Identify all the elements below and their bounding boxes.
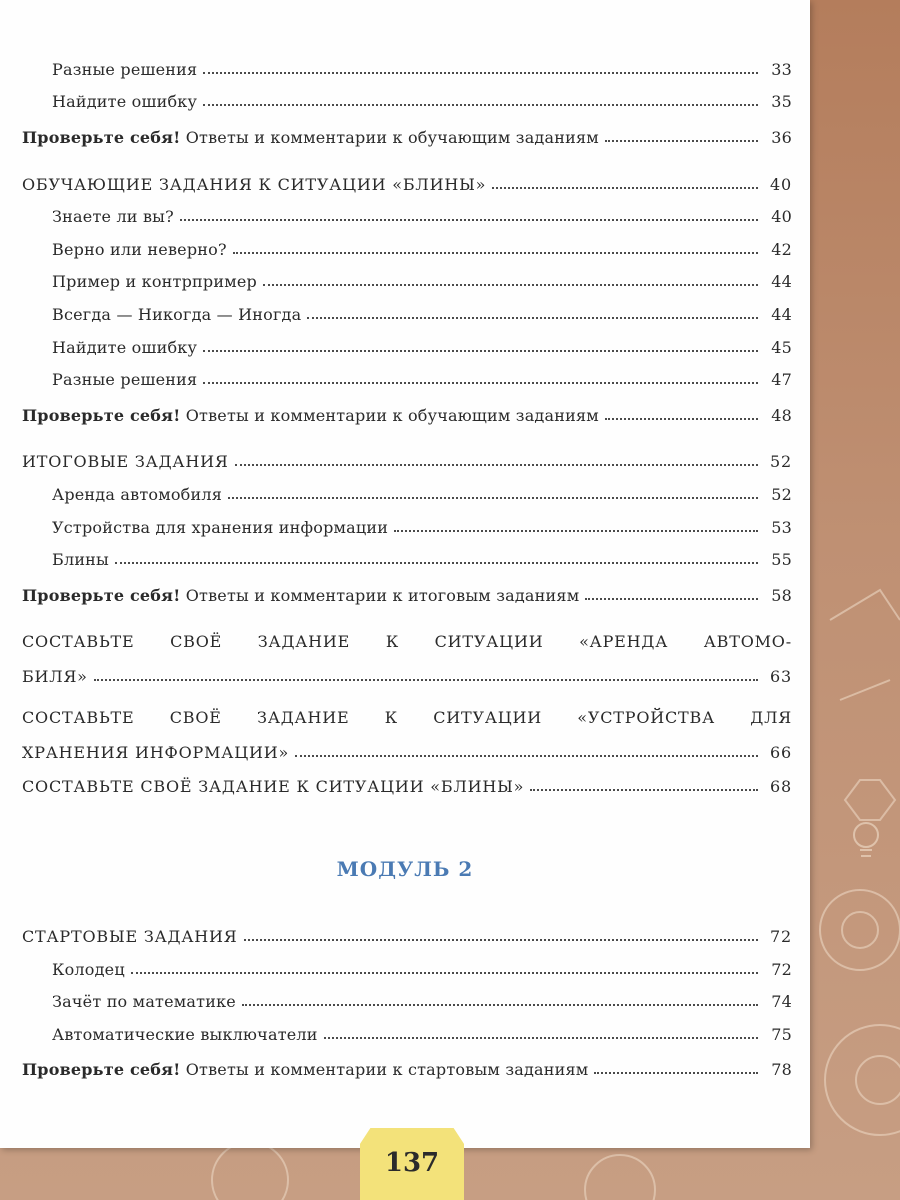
- toc-entry[interactable]: [52, 272, 792, 291]
- toc-entry-title: Найдите ошибку: [52, 92, 198, 111]
- toc-entry-title: Колодец: [52, 960, 125, 979]
- dot-leader: [594, 1071, 758, 1074]
- toc-entry-word: СОСТАВЬТЕ: [22, 632, 135, 651]
- dot-leader: [203, 349, 758, 352]
- dot-leader: [307, 316, 758, 319]
- toc-entry-check-yourself[interactable]: [22, 128, 792, 147]
- toc-entry-title: Ответы и комментарии к обучающим заданиям: [185, 128, 599, 147]
- dot-leader: [605, 417, 758, 420]
- toc-entry-page: 40: [771, 207, 792, 226]
- toc-entry[interactable]: [22, 743, 792, 762]
- dot-leader: [203, 71, 758, 74]
- module-title: МОДУЛЬ 2: [336, 857, 474, 881]
- toc-entry[interactable]: [52, 60, 792, 79]
- toc-entry[interactable]: [52, 485, 792, 504]
- toc-entry-page: 78: [771, 1060, 792, 1079]
- toc-entry-title: Ответы и комментарии к обучающим заданиям: [185, 406, 599, 425]
- toc-entry-word: «УСТРОЙСТВА: [577, 708, 715, 727]
- dot-leader: [492, 186, 758, 189]
- dot-leader: [295, 754, 758, 757]
- dot-leader: [324, 1036, 758, 1039]
- toc-entry-word: «АРЕНДА: [579, 632, 669, 651]
- toc-entry-page: 44: [771, 305, 792, 324]
- toc-entry[interactable]: [52, 518, 792, 537]
- toc-entry[interactable]: [52, 207, 792, 226]
- toc-entry-word: СВОЁ: [169, 708, 222, 727]
- toc-entry-title: ХРАНЕНИЯ ИНФОРМАЦИИ»: [22, 743, 290, 762]
- toc-entry-page: 52: [771, 485, 792, 504]
- toc-entry[interactable]: [52, 338, 792, 357]
- dot-leader: [203, 103, 758, 106]
- toc-entry-title: ОБУЧАЮЩИЕ ЗАДАНИЯ К СИТУАЦИИ «БЛИНЫ»: [22, 175, 487, 194]
- toc-entry-title: Ответы и комментарии к стартовым заданиям: [185, 1060, 589, 1079]
- dot-leader: [233, 251, 758, 254]
- toc-entry-title: Ответы и комментарии к итоговым заданиям: [185, 586, 580, 605]
- dot-leader: [203, 381, 758, 384]
- toc-entry-title: Верно или неверно?: [52, 240, 227, 259]
- toc-entry-title: Разные решения: [52, 370, 198, 389]
- toc-entry[interactable]: [52, 370, 792, 389]
- toc-entry-word: СИТУАЦИИ: [434, 632, 544, 651]
- toc-entry-page: 40: [770, 175, 792, 194]
- toc-entry-bold-label: Проверьте себя!: [22, 406, 181, 425]
- toc-entry[interactable]: [22, 927, 792, 946]
- toc-entry[interactable]: [52, 960, 792, 979]
- toc-entry-page: 72: [771, 960, 792, 979]
- toc-entry-title: Пример и контрпример: [52, 272, 257, 291]
- toc-entry-page: 33: [771, 60, 792, 79]
- toc-entry-title: Всегда — Никогда — Иногда: [52, 305, 302, 324]
- toc-entry-word: К: [385, 632, 399, 651]
- dot-leader: [94, 678, 758, 681]
- toc-entry[interactable]: [22, 452, 792, 471]
- toc-entry[interactable]: [52, 305, 792, 324]
- dot-leader: [585, 597, 758, 600]
- toc-entry-page: 42: [771, 240, 792, 259]
- toc-entry-word: К: [384, 708, 398, 727]
- dot-leader: [131, 971, 758, 974]
- toc-entry-page: 66: [770, 743, 792, 762]
- toc-entry-title: СТАРТОВЫЕ ЗАДАНИЯ: [22, 927, 238, 946]
- page-number: 137: [384, 1148, 440, 1178]
- lightbulb-icon: [854, 823, 878, 856]
- dot-leader: [115, 561, 758, 564]
- toc-entry-page: 74: [771, 992, 792, 1011]
- toc-entry-page: 58: [771, 586, 792, 605]
- toc-entry-page: 35: [771, 92, 792, 111]
- toc-entry[interactable]: [52, 92, 792, 111]
- toc-entry-word: ДЛЯ: [750, 708, 792, 727]
- toc-entry-bold-label: Проверьте себя!: [22, 128, 181, 147]
- toc-entry-page: 53: [771, 518, 792, 537]
- toc-entry-line1: [22, 708, 792, 727]
- toc-entry-word: ЗАДАНИЕ: [257, 632, 351, 651]
- toc-entry-bold-label: Проверьте себя!: [22, 586, 181, 605]
- dot-leader: [244, 938, 759, 941]
- dot-leader: [235, 463, 758, 466]
- toc-entry-title: БИЛЯ»: [22, 667, 88, 686]
- toc-entry-page: 68: [770, 777, 792, 796]
- dot-leader: [242, 1003, 758, 1006]
- toc-entry-title: Аренда автомобиля: [52, 485, 223, 504]
- toc-entry-page: 55: [771, 550, 792, 569]
- toc-entry-title: Разные решения: [52, 60, 198, 79]
- dot-leader: [394, 529, 758, 532]
- toc-entry-check-yourself[interactable]: [22, 406, 792, 425]
- toc-entry-page: 72: [770, 927, 792, 946]
- toc-entry-check-yourself[interactable]: [22, 586, 792, 605]
- toc-entry-word: СВОЁ: [170, 632, 223, 651]
- toc-entry-title: Блины: [52, 550, 109, 569]
- toc-entry-page: 45: [771, 338, 792, 357]
- toc-entry-page: 47: [771, 370, 792, 389]
- toc-entry-title: Устройства для хранения информации: [52, 518, 389, 537]
- toc-entry-check-yourself[interactable]: [22, 1060, 792, 1079]
- toc-entry-title: ИТОГОВЫЕ ЗАДАНИЯ: [22, 452, 229, 471]
- toc-entry-word: СОСТАВЬТЕ: [22, 708, 135, 727]
- toc-entry[interactable]: [52, 992, 792, 1011]
- dot-leader: [228, 496, 758, 499]
- toc-entry-title: Найдите ошибку: [52, 338, 198, 357]
- toc-entry-word: ЗАДАНИЕ: [257, 708, 350, 727]
- toc-entry-word: АВТОМО-: [703, 632, 792, 651]
- toc-entry-page: 52: [770, 452, 792, 471]
- toc-entry-page: 75: [771, 1025, 792, 1044]
- toc-entry-page: 44: [771, 272, 792, 291]
- dot-leader: [263, 283, 758, 286]
- toc-entry[interactable]: [22, 667, 792, 686]
- toc-entry-word: СИТУАЦИИ: [433, 708, 543, 727]
- toc-entry[interactable]: [22, 175, 792, 194]
- dot-leader: [605, 139, 758, 142]
- dot-leader: [530, 788, 758, 791]
- toc-entry[interactable]: [52, 240, 792, 259]
- toc-entry[interactable]: [52, 1025, 792, 1044]
- toc-entry[interactable]: [52, 550, 792, 569]
- toc-entry-title: СОСТАВЬТЕ СВОЁ ЗАДАНИЕ К СИТУАЦИИ «БЛИНЫ»: [22, 777, 525, 796]
- toc-entry-title: Зачёт по математике: [52, 992, 236, 1011]
- toc-entry-title: Знаете ли вы?: [52, 207, 174, 226]
- toc-entry-title: Автоматические выключатели: [52, 1025, 318, 1044]
- toc-entry-line1: [22, 632, 792, 651]
- toc-entry-bold-label: Проверьте себя!: [22, 1060, 181, 1079]
- dot-leader: [180, 218, 758, 221]
- toc-entry-page: 48: [771, 406, 792, 425]
- toc-entry[interactable]: [22, 777, 792, 796]
- toc-entry-page: 63: [770, 667, 792, 686]
- toc-entry-page: 36: [771, 128, 792, 147]
